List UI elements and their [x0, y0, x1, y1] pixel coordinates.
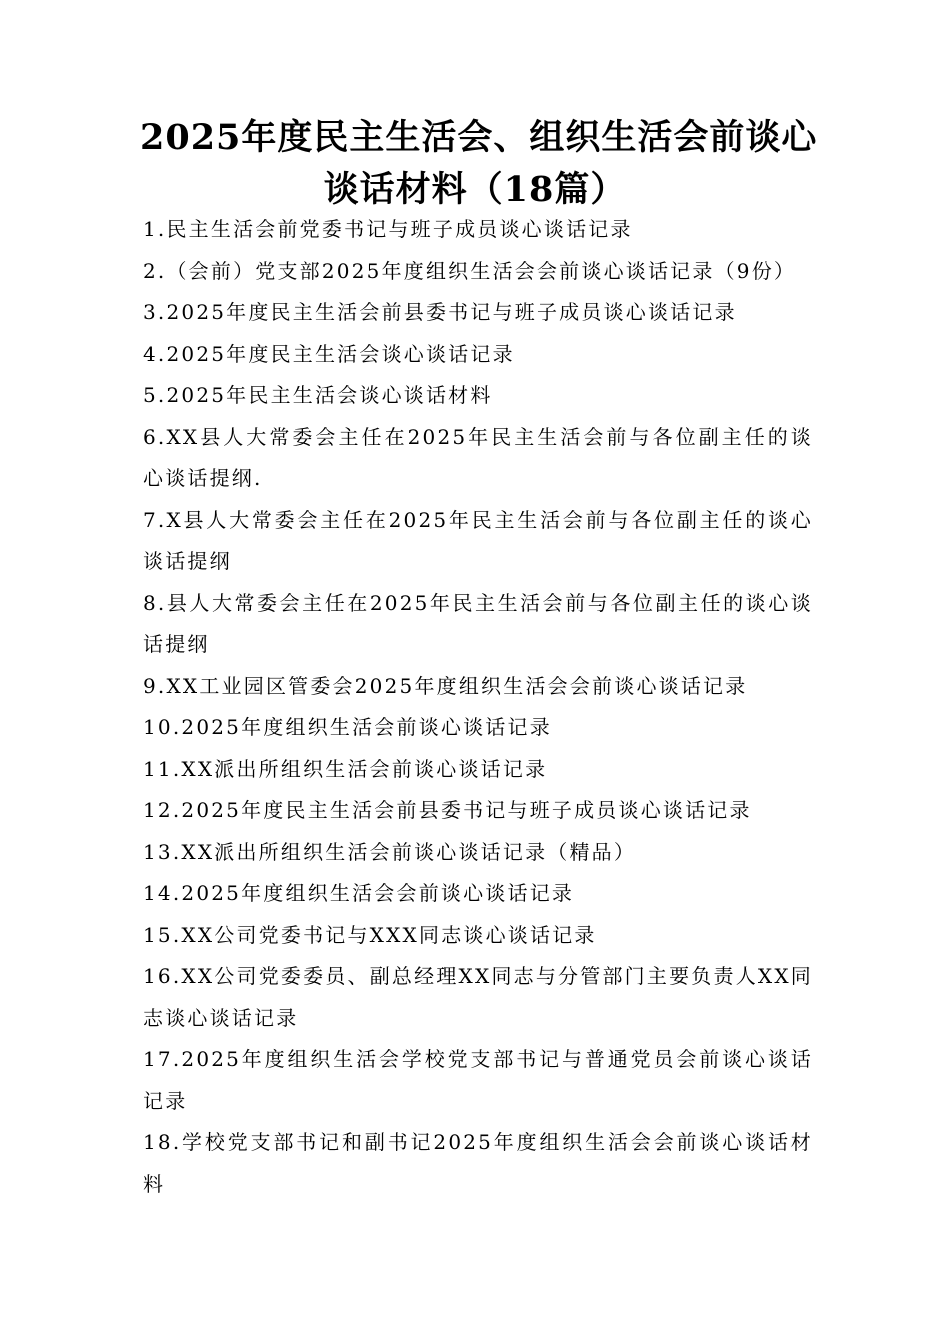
table-of-contents — [143, 209, 813, 1205]
toc-item: 2.（会前）党支部2025年度组织生活会会前谈心谈话记录（9份） — [143, 258, 797, 283]
toc-item: 8.县人大常委会主任在2025年民主生活会前与各位副主任的谈心谈话提纲 — [143, 590, 813, 656]
toc-item: 4.2025年度民主生活会谈心谈话记录 — [143, 341, 515, 366]
toc-item: 1.民主生活会前党委书记与班子成员谈心谈话记录 — [143, 217, 633, 241]
toc-item: 10.2025年度组织生活会前谈心谈话记录 — [143, 715, 552, 739]
toc-item: 7.X县人大常委会主任在2025年民主生活会前与各位副主任的谈心谈话提纲 — [143, 507, 813, 573]
toc-item: 17.2025年度组织生活会学校党支部书记与普通党员会前谈心谈话记录 — [143, 1047, 813, 1113]
toc-item: 14.2025年度组织生活会会前谈心谈话记录 — [143, 881, 575, 905]
toc-item: 18.学校党支部书记和副书记2025年度组织生活会会前谈心谈话材料 — [143, 1130, 813, 1196]
document-title — [140, 112, 818, 216]
toc-item: 13.XX派出所组织生活会前谈心谈话记录（精品） — [143, 839, 637, 864]
toc-item: 11.XX派出所组织生活会前谈心谈话记录 — [143, 756, 548, 781]
toc-item: 5.2025年民主生活会谈心谈话材料 — [143, 383, 493, 407]
toc-item: 6.XX县人大常委会主任在2025年民主生活会前与各位副主任的谈心谈话提纲. — [143, 424, 813, 490]
toc-item: 3.2025年度民主生活会前县委书记与班子成员谈心谈话记录 — [143, 300, 737, 324]
document-title-line-2: 谈话材料（18篇） — [323, 169, 627, 210]
toc-item: 15.XX公司党委书记与XXX同志谈心谈话记录 — [143, 922, 597, 947]
toc-item: 9.XX工业园区管委会2025年度组织生活会会前谈心谈话记录 — [143, 673, 748, 698]
toc-item: 16.XX公司党委委员、副总经理XX同志与分管部门主要负责人XX同志谈心谈话记录 — [143, 964, 813, 1030]
document-title-line-1: 2025年度民主生活会、组织生活会前谈心 — [140, 117, 818, 158]
toc-item: 12.2025年度民主生活会前县委书记与班子成员谈心谈话记录 — [143, 798, 752, 822]
